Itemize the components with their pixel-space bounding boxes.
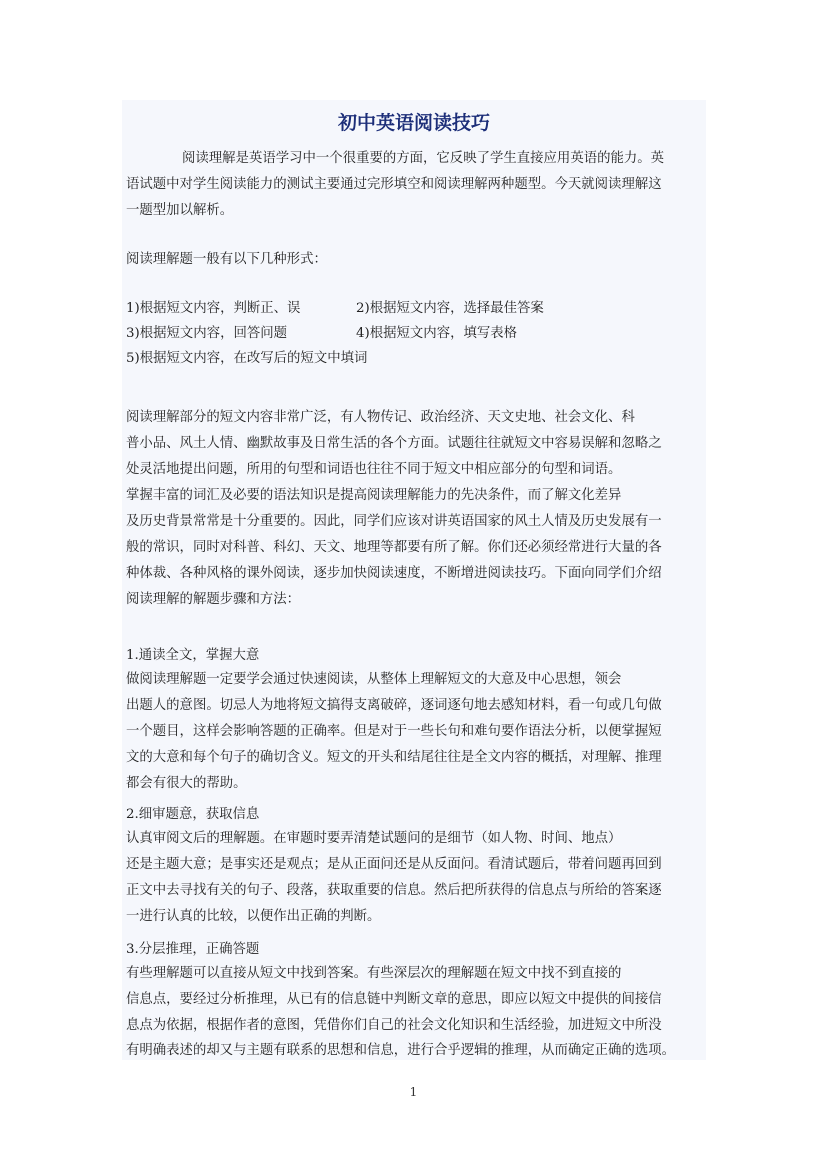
- section-line: 认真审阅文后的理解题。在审题时要弄清楚试题问的是细节（如人物、时间、地点）: [126, 831, 622, 846]
- document-body: [122, 100, 706, 1060]
- page-number: 1: [409, 1085, 418, 1099]
- document-title: 初中英语阅读技巧: [337, 112, 490, 134]
- scope-line: 阅读理解部分的短文内容非常广泛，有人物传记、政治经济、天文史地、社会文化、科: [126, 410, 635, 425]
- form-item: 2)根据短文内容，选择最佳答案: [356, 301, 544, 316]
- section-line: 出题人的意图。切忌人为地将短文搞得支离破碎，逐词逐句地去感知材料，看一句或几句做: [126, 698, 662, 713]
- scope-line: 普小品、风土人情、幽默故事及日常生活的各个方面。试题往往就短文中容易误解和忽略之: [126, 436, 662, 451]
- form-item: 1)根据短文内容，判断正、误: [126, 301, 301, 316]
- scope-line: 及历史背景常常是十分重要的。因此，同学们应该对讲英语国家的风土人情及历史发展有一: [126, 514, 662, 529]
- section-line: 信息点，要经过分析推理，从已有的信息链中判断文章的意思，即应以短文中提供的间接信: [126, 992, 662, 1007]
- scope-line: 阅读理解的解题步骤和方法：: [126, 592, 301, 607]
- intro-line: 阅读理解是英语学习中一个很重要的方面，它反映了学生直接应用英语的能力。英: [182, 151, 665, 166]
- section-heading: 3.分层推理，正确答题: [126, 942, 260, 957]
- form-item: 4)根据短文内容，填写表格: [356, 326, 518, 341]
- section-heading: 1.通读全文，掌握大意: [126, 648, 260, 663]
- section-line: 一个题目，这样会影响答题的正确率。但是对于一些长句和难句要作语法分析，以便掌握短: [126, 724, 662, 739]
- intro-line: 语试题中对学生阅读能力的测试主要通过完形填空和阅读理解两种题型。今天就阅读理解这: [126, 177, 662, 192]
- forms-heading: 阅读理解题一般有以下几种形式：: [126, 252, 327, 267]
- section-line: 做阅读理解题一定要学会通过快速阅读，从整体上理解短文的大意及中心思想，领会: [126, 672, 622, 687]
- section-line: 有明确表述的却又与主题有联系的思想和信息，进行合乎逻辑的推理，从而确定正确的选项。: [126, 1043, 676, 1058]
- scope-line: 般的常识，同时对科普、科幻、天文、地理等都要有所了解。你们还必须经常进行大量的各: [126, 540, 662, 555]
- section-line: 有些理解题可以直接从短文中找到答案。有些深层次的理解题在短文中找不到直接的: [126, 966, 622, 981]
- section-heading: 2.细审题意，获取信息: [126, 807, 260, 822]
- section-line: 还是主题大意；是事实还是观点；是从正面问还是从反面问。看清试题后，带着问题再回到: [126, 857, 662, 872]
- section-line: 一进行认真的比较，以便作出正确的判断。: [126, 909, 381, 924]
- section-line: 都会有很大的帮助。: [126, 776, 247, 791]
- form-item: 5)根据短文内容，在改写后的短文中填词: [126, 351, 368, 366]
- section-line: 文的大意和每个句子的确切含义。短文的开头和结尾往往是全文内容的概括，对理解、推理: [126, 750, 662, 765]
- intro-line: 一题型加以解析。: [126, 203, 234, 218]
- section-line: 息点为依据，根据作者的意图，凭借你们自己的社会文化知识和生活经验，加进短文中所没: [126, 1018, 662, 1033]
- scope-line: 处灵活地提出问题，所用的句型和词语也往往不同于短文中相应部分的句型和词语。: [126, 462, 622, 477]
- scope-line: 掌握丰富的词汇及必要的语法知识是提高阅读理解能力的先决条件，而了解文化差异: [126, 488, 622, 503]
- scope-line: 种体裁、各种风格的课外阅读，逐步加快阅读速度，不断增进阅读技巧。下面向同学们介绍: [126, 566, 662, 581]
- form-item: 3)根据短文内容，回答问题: [126, 326, 288, 341]
- section-line: 正文中去寻找有关的句子、段落，获取重要的信息。然后把所获得的信息点与所给的答案逐: [126, 883, 662, 898]
